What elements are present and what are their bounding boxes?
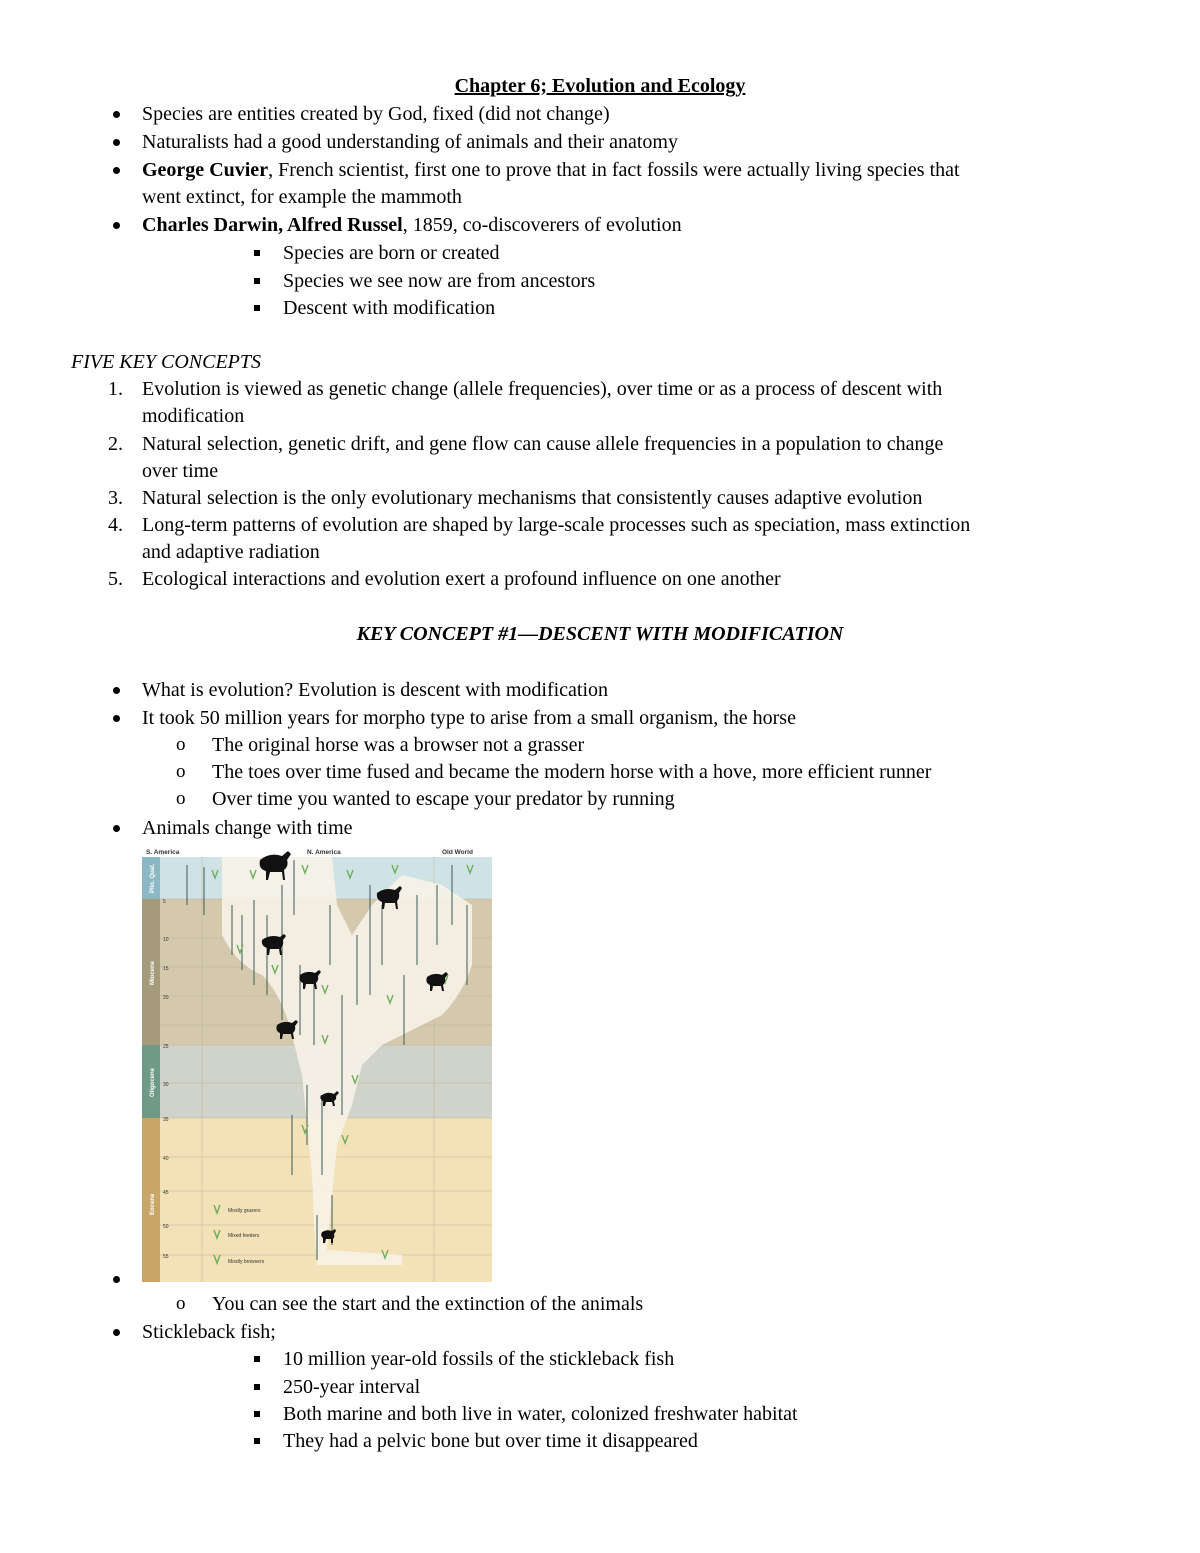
bullet [113, 1329, 120, 1336]
sub-list-item: Both marine and both live in water, colonized freshwater habitat [283, 1403, 798, 1425]
name-darwin-russel: Charles Darwin, Alfred Russel [142, 214, 403, 236]
bullet [113, 111, 120, 118]
tick-label: 30 [163, 1082, 169, 1088]
list-number: 1. [108, 378, 123, 400]
bullet [113, 222, 120, 229]
legend-label: Mixed feeders [228, 1233, 260, 1239]
sub-list-item: Species are born or created [283, 242, 500, 264]
sub-list-item: 250-year interval [283, 1376, 421, 1398]
epoch-label: Oligocene [150, 1067, 156, 1097]
horse-evolution-figure [142, 845, 492, 1282]
concept-item: Natural selection is the only evolutionary mechanisms that consistently causes adaptive evolution [142, 487, 923, 509]
name-cuvier: George Cuvier [142, 159, 269, 181]
square-bullet [254, 1438, 260, 1444]
list-item [142, 213, 682, 237]
list-item: Stickleback fish; [142, 1321, 276, 1343]
tick-label: 50 [163, 1224, 169, 1230]
bullet [113, 139, 120, 146]
square-bullet [254, 1356, 260, 1362]
bullet [113, 687, 120, 694]
tick-label: 35 [163, 1117, 169, 1123]
circle-bullet: o [176, 734, 186, 755]
sub-list-item: Over time you wanted to escape your predator by running [212, 788, 675, 810]
concept-item: Evolution is viewed as genetic change (allele frequencies), over time or as a process of descent with [142, 378, 943, 400]
square-bullet [254, 250, 260, 256]
concept-item-continuation: over time [142, 460, 219, 482]
page-title: Chapter 6; Evolution and Ecology [454, 75, 746, 97]
tick-label: 25 [163, 1044, 169, 1050]
tick-label: 45 [163, 1190, 169, 1196]
tick-label: 20 [163, 995, 169, 1001]
sub-list-item: You can see the start and the extinction of the animals [212, 1293, 644, 1315]
circle-bullet: o [176, 1293, 186, 1314]
concept-item: Ecological interactions and evolution exert a profound influence on one another [142, 568, 781, 590]
list-item-text: , French scientist, first one to prove that in fact fossils were actually living species that [268, 159, 960, 181]
list-item: It took 50 million years for morpho type to arise from a small organism, the horse [142, 707, 796, 729]
list-number: 3. [108, 487, 123, 509]
square-bullet [254, 1384, 260, 1390]
sub-list-item: They had a pelvic bone but over time it disappeared [283, 1430, 698, 1452]
list-item-continuation: went extinct, for example the mammoth [142, 186, 462, 208]
list-item: What is evolution? Evolution is descent with modification [142, 679, 609, 701]
list-number: 5. [108, 568, 123, 590]
list-item-text: , 1859, co-discoverers of evolution [402, 214, 682, 236]
bullet [113, 1276, 120, 1283]
region-label: N. America [307, 849, 341, 856]
concept-item: Long-term patterns of evolution are shaped by large-scale processes such as speciation, mass extinction [142, 514, 971, 536]
list-item [142, 158, 960, 182]
region-label: S. America [146, 849, 180, 856]
legend-label: Mostly browsers [228, 1259, 265, 1265]
square-bullet [254, 305, 260, 311]
bullet [113, 825, 120, 832]
list-item: Naturalists had a good understanding of animals and their anatomy [142, 131, 678, 153]
bullet [113, 715, 120, 722]
sub-list-item: The toes over time fused and became the modern horse with a hove, more efficient runner [212, 761, 932, 783]
square-bullet [254, 278, 260, 284]
epoch-label: Eocene [150, 1193, 156, 1215]
sub-list-item: 10 million year-old fossils of the stickleback fish [283, 1348, 675, 1370]
concept-item: Natural selection, genetic drift, and gene flow can cause allele frequencies in a population to change [142, 433, 944, 455]
legend-label: Mostly grazers [228, 1208, 261, 1214]
tick-label: 55 [163, 1254, 169, 1260]
tick-label: 5 [163, 899, 166, 905]
epoch-label: Plio. Qual. [150, 863, 156, 893]
concept-item-continuation: and adaptive radiation [142, 541, 320, 563]
section-heading-kc1: KEY CONCEPT #1—DESCENT WITH MODIFICATION [356, 623, 844, 645]
list-number: 2. [108, 433, 123, 455]
list-item: Species are entities created by God, fixed (did not change) [142, 103, 610, 125]
circle-bullet: o [176, 788, 186, 809]
square-bullet [254, 1411, 260, 1417]
list-number: 4. [108, 514, 123, 536]
concept-item-continuation: modification [142, 405, 245, 427]
section-heading: FIVE KEY CONCEPTS [71, 351, 262, 373]
sub-list-item: The original horse was a browser not a grasser [212, 734, 585, 756]
region-label: Old World [442, 849, 473, 856]
list-item: Animals change with time [142, 817, 353, 839]
tick-label: 40 [163, 1156, 169, 1162]
circle-bullet: o [176, 761, 186, 782]
tick-label: 10 [163, 937, 169, 943]
epoch-label: Miocene [150, 960, 156, 985]
sub-list-item: Descent with modification [283, 297, 496, 319]
tick-label: 15 [163, 966, 169, 972]
bullet [113, 167, 120, 174]
sub-list-item: Species we see now are from ancestors [283, 270, 596, 292]
